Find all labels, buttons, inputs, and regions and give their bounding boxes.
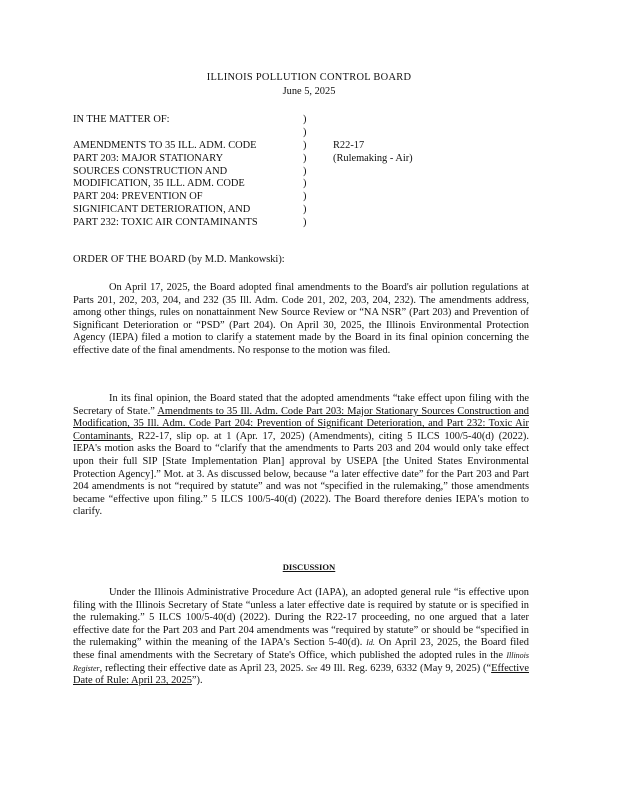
- caption-line: SIGNIFICANT DETERIORATION, AND: [73, 204, 251, 216]
- docket-number: R22-17: [333, 139, 365, 151]
- paren: ): [303, 204, 307, 216]
- caption-parentheses: [303, 114, 313, 230]
- caption-line: [73, 127, 298, 140]
- paragraph-summary: [73, 393, 529, 519]
- paren: ): [303, 152, 307, 164]
- register-title: Illinois Register: [73, 650, 529, 673]
- caption-line: AMENDMENTS TO 35 ILL. ADM. CODE: [73, 139, 257, 151]
- caption-line: SOURCES CONSTRUCTION AND: [73, 165, 228, 177]
- caption-line: PART 204: PREVENTION OF: [73, 191, 203, 203]
- board-name-heading: ILLINOIS POLLUTION CONTROL BOARD: [206, 72, 412, 83]
- paragraph-text: 49 Ill. Reg. 6239, 6332 (May 9, 2025) (“: [320, 662, 492, 674]
- docket-type: (Rulemaking - Air): [333, 152, 413, 164]
- caption-matter: [73, 114, 298, 230]
- caption-line: IN THE MATTER OF:: [73, 114, 170, 125]
- paren: ): [303, 165, 307, 177]
- paragraph-text: On April 23, 2025, the Board filed these final amendments with the Secretary of State's Office, which published the adopted rules in the: [73, 637, 529, 661]
- case-title-citation: Amendments to 35 Ill. Adm. Code Part 203: Major Stationary Sources Construction and Modification, 35 Ill. Adm. Code Part 204: Prevention of Significant Deterioration, and Part 232: Toxic Air Contaminants: [73, 405, 529, 442]
- caption-docket: [333, 114, 533, 166]
- effective-date-quote: Effective Date of Rule: April 23, 2025: [73, 662, 529, 687]
- paragraph-text: Under the Illinois Administrative Procedure Act (IAPA), an adopted general rule “is effective upon filing with the Illinois Secretary of State “unless a later effective date is required by statute or is specified in the rulemaking.” 5 ILCS 100/5-40(d) (2022). During the R22-17 proceeding, no one argued that a later effective date for the Part 203 and Part 204 amendments was “required by statute” or should be “specified in the rulemaking” within the meaning of the IAPA's Section 5-40(d).: [73, 587, 529, 649]
- paren: ): [303, 126, 307, 138]
- caption-line: MODIFICATION, 35 ILL. ADM. CODE: [73, 178, 245, 190]
- discussion-heading: DISCUSSION: [282, 562, 336, 572]
- paragraph-background: [73, 282, 529, 358]
- paragraph-text: On April 17, 2025, the Board adopted final amendments to the Board's air pollution regulations at Parts 201, 202, 203, 204, and 232 (35 Ill. Adm. Code 201, 202, 203, 204, 232). The amendments address, among other things, rules on nonattainment New Source Review or “NA NSR” (Part 203) and Prevention of Significant Deterioration or “PSD” (Part 204). On April 30, 2025, the Illinois Environmental Protection Agency (IEPA) filed a motion to clarify a statement made by the Board in its final opinion concerning the effective date of the final amendments. No response to the motion was filed.: [73, 282, 529, 356]
- order-date: June 5, 2025: [282, 86, 336, 97]
- id-citation: Id.: [366, 638, 375, 648]
- paren: ): [303, 139, 307, 151]
- paren: ): [303, 114, 307, 125]
- caption-line: PART 232: TOXIC AIR CONTAMINANTS: [73, 217, 258, 229]
- paren: ): [303, 217, 307, 229]
- paragraph-discussion: [73, 587, 529, 688]
- paragraph-text: , R22-17, slip op. at 1 (Apr. 17, 2025) (Amendments), citing 5 ILCS 100/5-40(d) (2022). IEPA's motion asks the Board to “clarify that the amendments to Parts 203 and 204 would only take effect upon their full SIP [State Implementation Plan] approval by USEPA [the United States Environmental Protection Agency].” Mot. at 3. As discussed below, because “a later effective date” for the Part 203 and Part 204 amendments is not “required by statute” and was not “specified in the rulemaking,” those amendments became “effective upon filing.” 5 ILCS 100/5-40(d) (2022). The Board therefore denies IEPA's motion to clarify.: [73, 430, 529, 518]
- see-signal: See: [306, 663, 318, 673]
- paren: ): [303, 178, 307, 190]
- paragraph-text: In its final opinion, the Board stated that the adopted amendments “take effect upon filing with the Secretary of State.”: [73, 393, 529, 417]
- paren: ): [303, 191, 307, 203]
- paragraph-text: , reflecting their effective date as April 23, 2025.: [99, 662, 304, 674]
- order-line: ORDER OF THE BOARD (by M.D. Mankowski):: [73, 254, 285, 265]
- paragraph-text: ”).: [191, 675, 203, 687]
- caption-line: PART 203: MAJOR STATIONARY: [73, 152, 224, 164]
